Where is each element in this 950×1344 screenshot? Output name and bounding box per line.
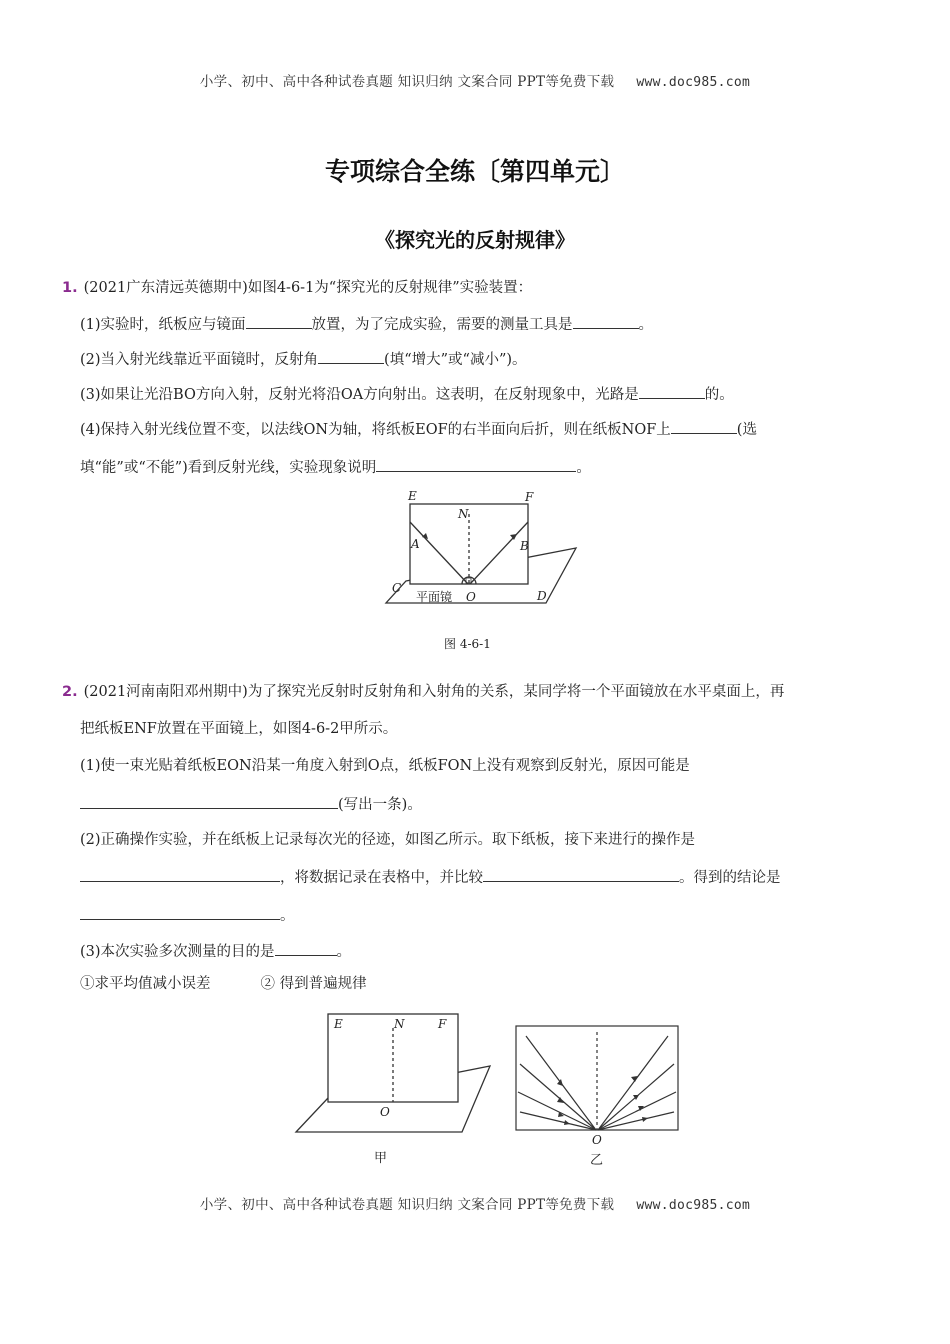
jia-label-F: F bbox=[438, 1017, 447, 1031]
footer-url[interactable]: www.doc985.com bbox=[636, 1198, 751, 1213]
q1-blank-6[interactable] bbox=[376, 456, 576, 472]
q1-part4 bbox=[80, 418, 757, 440]
label-mirror: 平面镜 bbox=[416, 590, 453, 604]
label-F: F bbox=[525, 490, 534, 504]
q2-p3b: 。 bbox=[336, 944, 352, 960]
q2-blank-5[interactable] bbox=[275, 940, 337, 956]
jia-label-E: E bbox=[334, 1017, 343, 1031]
q2-p2b: ，将数据记录在表格中，并比较 bbox=[280, 870, 483, 886]
q2-option-1: ①求平均值减小误差 bbox=[80, 976, 211, 992]
figure-4-6-1 bbox=[380, 488, 580, 660]
header-url[interactable]: www.doc985.com bbox=[636, 75, 751, 90]
q2-part1-cont bbox=[80, 793, 422, 815]
figure-jia bbox=[290, 1006, 500, 1176]
q1-blank-1[interactable] bbox=[246, 313, 312, 329]
figure-yi bbox=[508, 1020, 688, 1170]
jia-caption: 甲 bbox=[374, 1151, 388, 1166]
q2-stem-cont: 把纸板ENF放置在平面镜上，如图4-6-2甲所示。 bbox=[80, 721, 398, 737]
q1-part3 bbox=[80, 383, 734, 405]
q1-p1b: 放置，为了完成实验，需要的测量工具是 bbox=[311, 317, 573, 333]
q1-blank-3[interactable] bbox=[318, 348, 384, 364]
q2-options bbox=[80, 974, 367, 994]
q1-p3a: (3)如果让光沿BO方向入射，反射光将沿OA方向射出。这表明，在反射现象中，光路是 bbox=[80, 387, 639, 403]
label-A: A bbox=[411, 537, 420, 551]
q2-blank-4[interactable] bbox=[80, 904, 280, 920]
q1-part4-cont bbox=[80, 456, 591, 478]
header-banner: 小学、初中、高中各种试卷真题 知识归纳 文案合同 PPT等免费下载 bbox=[199, 74, 615, 90]
q2-number: 2. bbox=[62, 684, 78, 700]
q1-stem bbox=[62, 278, 532, 298]
q2-p2d: 。 bbox=[280, 908, 295, 924]
label-E: E bbox=[408, 489, 417, 503]
q2-blank-3[interactable] bbox=[483, 866, 679, 882]
q1-blank-5[interactable] bbox=[671, 418, 737, 434]
q1-number: 1. bbox=[62, 280, 78, 296]
q2-part2-cont bbox=[80, 866, 781, 888]
q2-part3 bbox=[80, 940, 351, 962]
q2-stem1: (2021河南南阳邓州期中)为了探究光反射时反射角和入射角的关系，某同学将一个平面镜放在水平桌面上，再 bbox=[83, 684, 785, 700]
paper-board-yi bbox=[516, 1026, 678, 1130]
q2-p3a: (3)本次实验多次测量的目的是 bbox=[80, 944, 275, 960]
footer-banner: 小学、初中、高中各种试卷真题 知识归纳 文案合同 PPT等免费下载 bbox=[199, 1197, 615, 1213]
yi-label-O: O bbox=[592, 1133, 602, 1147]
q1-blank-2[interactable] bbox=[573, 313, 639, 329]
label-N: N bbox=[458, 507, 469, 521]
q2-part1: (1)使一束光贴着纸板EON沿某一角度入射到O点，纸板FON上没有观察到反射光，原因可能是 bbox=[80, 758, 690, 774]
q1-stem-text: (2021广东清远英德期中)如图4-6-1为“探究光的反射规律”实验装置： bbox=[83, 280, 533, 296]
q1-blank-4[interactable] bbox=[639, 383, 705, 399]
q1-p3b: 的。 bbox=[704, 387, 734, 403]
label-B: B bbox=[520, 539, 529, 553]
jia-label-O: O bbox=[380, 1105, 390, 1119]
q2-p1b: (写出一条)。 bbox=[338, 797, 422, 813]
q1-p4c: 填“能”或“不能”)看到反射光线，实验现象说明 bbox=[80, 460, 377, 476]
q1-p2a: (2)当入射光线靠近平面镜时，反射角 bbox=[80, 352, 319, 368]
q1-p4a: (4)保持入射光线位置不变，以法线ON为轴，将纸板EOF的右半面向后折，则在纸板NOF上 bbox=[80, 422, 671, 438]
q2-stem bbox=[62, 682, 784, 702]
q1-p2b: (填“增大”或“减小”)。 bbox=[384, 352, 527, 368]
q1-part1 bbox=[80, 313, 653, 335]
q1-p4b: (选 bbox=[736, 422, 757, 438]
q2-part2-end bbox=[80, 904, 295, 926]
jia-label-N: N bbox=[394, 1017, 405, 1031]
page-footer bbox=[0, 1193, 950, 1213]
label-O: O bbox=[466, 590, 476, 604]
q2-blank-1[interactable] bbox=[80, 793, 338, 809]
q1-p1a: (1)实验时，纸板应与镜面 bbox=[80, 317, 246, 333]
q1-part2 bbox=[80, 348, 527, 370]
label-D: D bbox=[537, 589, 547, 603]
q1-p1c: 。 bbox=[638, 317, 654, 333]
q2-p2c: 。得到的结论是 bbox=[679, 870, 781, 886]
q2-blank-2[interactable] bbox=[80, 866, 280, 882]
q1-p4d: 。 bbox=[576, 460, 591, 476]
q2-part2: (2)正确操作实验，并在纸板上记录每次光的径迹，如图乙所示。取下纸板，接下来进行的操作是 bbox=[80, 832, 696, 848]
figure-caption: 图 4-6-1 bbox=[444, 637, 491, 651]
label-C: C bbox=[392, 581, 402, 595]
yi-caption: 乙 bbox=[590, 1153, 604, 1168]
page-subtitle: 《探究光的反射规律》 bbox=[375, 228, 575, 252]
q2-option-2: ② 得到普遍规律 bbox=[260, 976, 367, 992]
page-header bbox=[0, 70, 950, 90]
page-title: 专项综合全练〔第四单元〕 bbox=[324, 157, 625, 186]
